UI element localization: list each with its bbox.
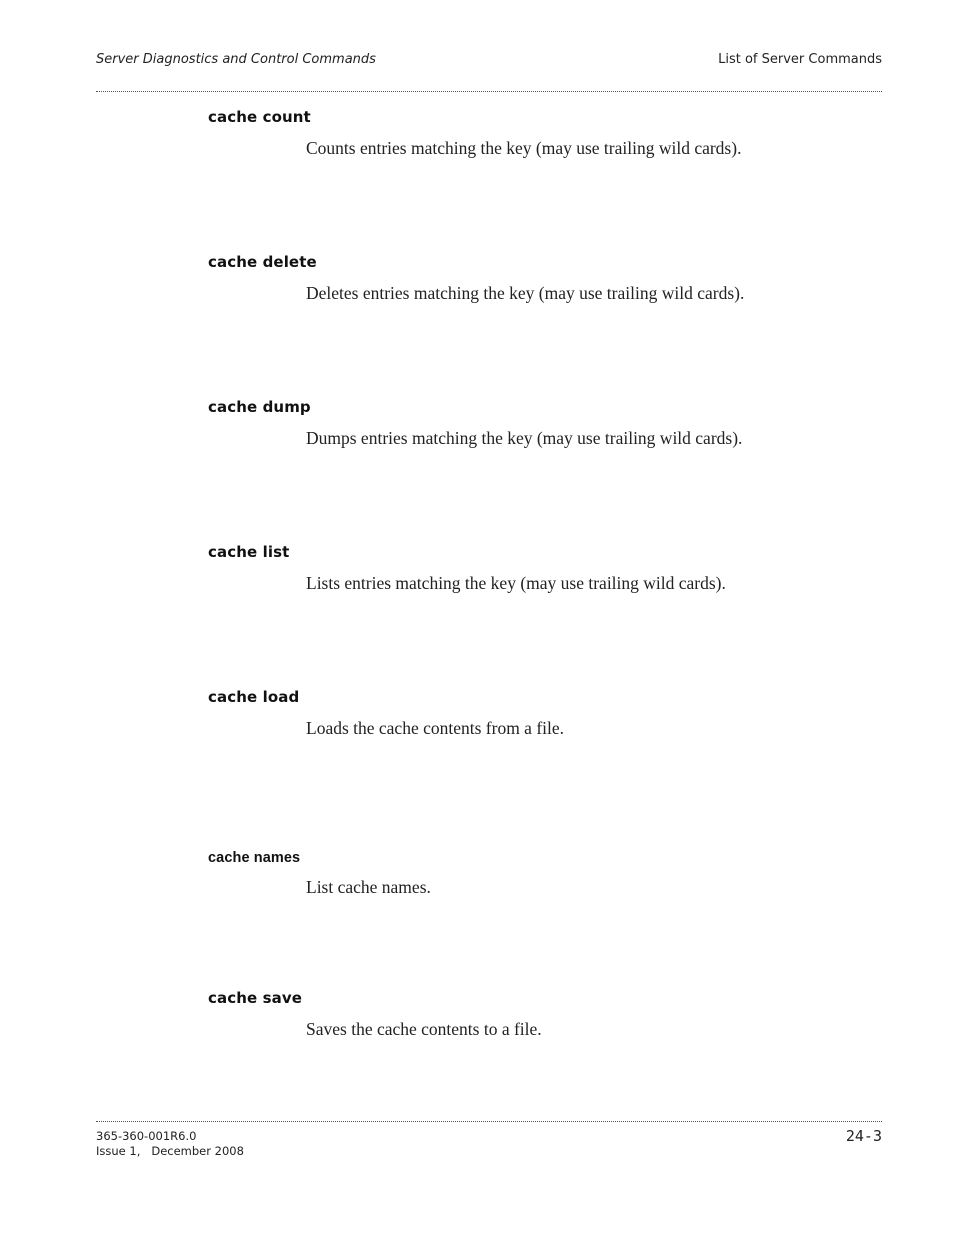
- footer-issue-date: Issue 1, December 2008: [96, 1143, 244, 1158]
- running-header-chapter: Server Diagnostics and Control Commands: [96, 52, 376, 67]
- command-description: Counts entries matching the key (may use trailing wild cards).: [306, 138, 742, 158]
- command-heading: cache count: [208, 108, 311, 126]
- command-description: Lists entries matching the key (may use trailing wild cards).: [306, 573, 726, 593]
- command-heading: cache save: [208, 989, 302, 1007]
- command-description: Loads the cache contents from a file.: [306, 718, 565, 738]
- footer-doc-info: [96, 1129, 244, 1158]
- header-divider: [96, 91, 882, 92]
- command-description: Deletes entries matching the key (may use trailing wild cards).: [306, 283, 745, 303]
- command-heading: cache load: [208, 688, 300, 706]
- command-description: Saves the cache contents to a file.: [306, 1019, 542, 1039]
- footer-doc-number: 365-360-001R6.0: [96, 1129, 197, 1143]
- command-heading: cache names: [208, 850, 301, 866]
- command-heading: cache list: [208, 543, 290, 561]
- command-heading: cache dump: [208, 398, 311, 416]
- footer-divider: [96, 1121, 882, 1122]
- page-number: 24-3: [845, 1127, 882, 1145]
- command-description: Dumps entries matching the key (may use trailing wild cards).: [306, 428, 743, 448]
- running-header-section: List of Server Commands: [718, 52, 882, 67]
- command-heading: cache delete: [208, 253, 317, 271]
- command-description: List cache names.: [306, 877, 431, 897]
